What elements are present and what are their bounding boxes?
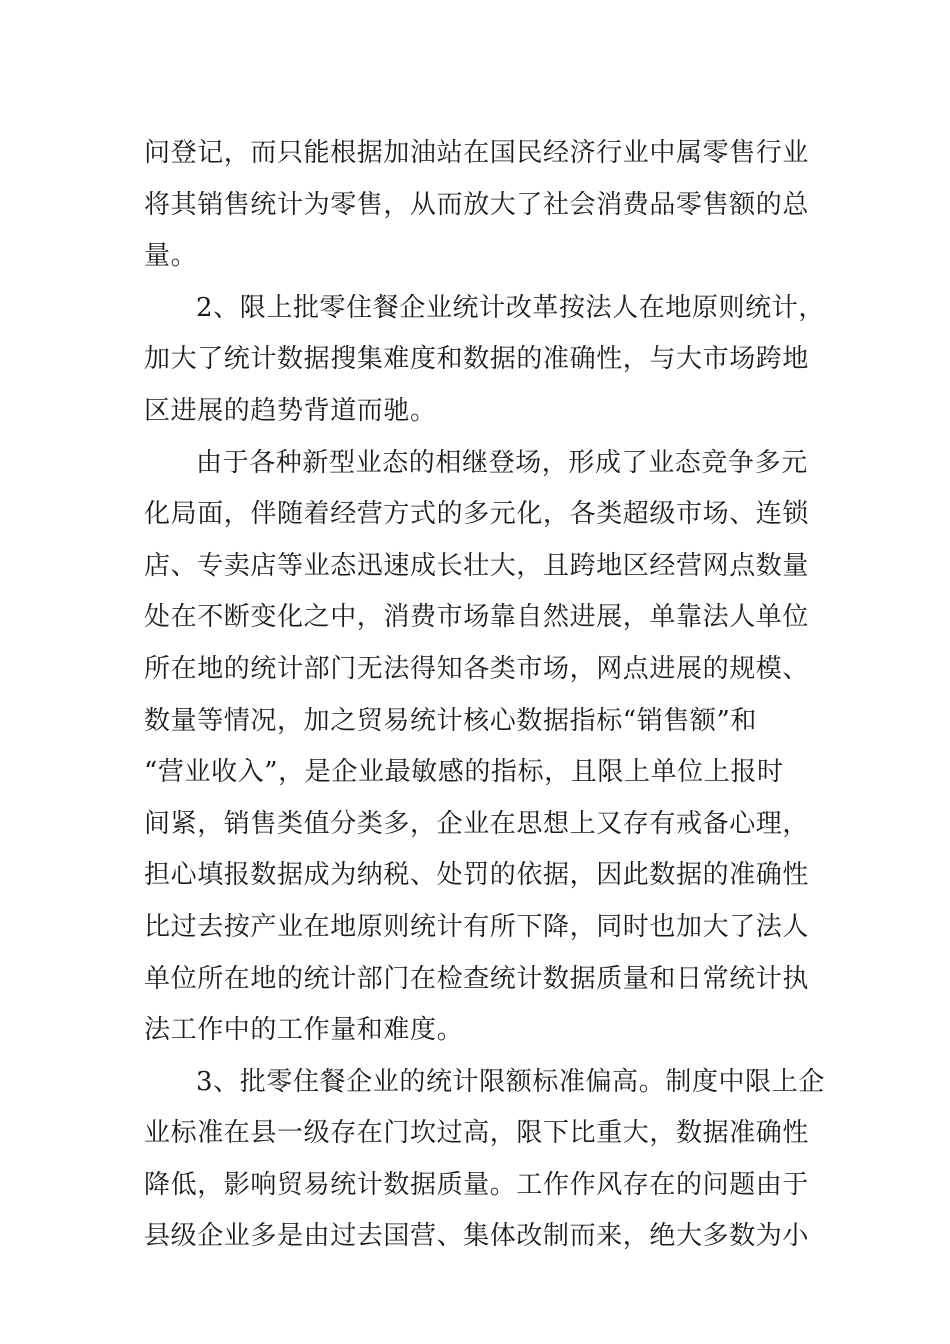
text-line: 加大了统计数据搜集难度和数据的准确性，与大市场跨地 bbox=[144, 344, 810, 375]
text-line: 单位所在地的统计部门在检查统计数据质量和日常统计执 bbox=[144, 963, 810, 994]
paragraph-start-line: 3、批零住餐企业的统计限额标准偏高。制度中限上企 bbox=[196, 1066, 825, 1097]
text-line: 数量等情况，加之贸易统计核心数据指标“销售额”和 bbox=[144, 705, 757, 736]
text-line: 业标准在县一级存在门坎过高，限下比重大，数据准确性 bbox=[144, 1118, 810, 1149]
text-line: 法工作中的工作量和难度。 bbox=[144, 1015, 464, 1046]
text-line: “营业收入”，是企业最敏感的指标，且限上单位上报时 bbox=[144, 757, 784, 788]
text-line: 所在地的统计部门无法得知各类市场，网点进展的规模、 bbox=[144, 653, 810, 684]
text-line: 区进展的趋势背道而驰。 bbox=[144, 395, 437, 426]
text-line: 化局面，伴随着经营方式的多元化，各类超级市场、连锁 bbox=[144, 499, 810, 530]
text-line: 县级企业多是由过去国营、集体改制而来，绝大多数为小 bbox=[144, 1221, 810, 1252]
body-text bbox=[144, 128, 824, 1263]
text-line: 量。 bbox=[144, 241, 198, 272]
text-line: 店、专卖店等业态迅速成长壮大，且跨地区经营网点数量 bbox=[144, 550, 810, 581]
paragraph-start-line: 由于各种新型业态的相继登场，形成了业态竞争多元 bbox=[196, 447, 808, 478]
text-line: 间紧，销售类值分类多，企业在思想上又存有戒备心理， bbox=[144, 808, 810, 839]
text-line: 问登记，而只能根据加油站在国民经济行业中属零售行业 bbox=[144, 138, 810, 168]
text-line: 处在不断变化之中，消费市场靠自然进展，单靠法人单位 bbox=[144, 602, 810, 633]
paragraph-start-line: 2、限上批零住餐企业统计改革按法人在地原则统计， bbox=[196, 292, 825, 323]
text-line: 担心填报数据成为纳税、处罚的依据，因此数据的准确性 bbox=[144, 860, 810, 891]
text-line: 降低，影响贸易统计数据质量。工作作风存在的问题由于 bbox=[144, 1169, 810, 1200]
text-line: 将其销售统计为零售，从而放大了社会消费品零售额的总 bbox=[144, 189, 810, 220]
text-line: 比过去按产业在地原则统计有所下降，同时也加大了法人 bbox=[144, 911, 810, 942]
